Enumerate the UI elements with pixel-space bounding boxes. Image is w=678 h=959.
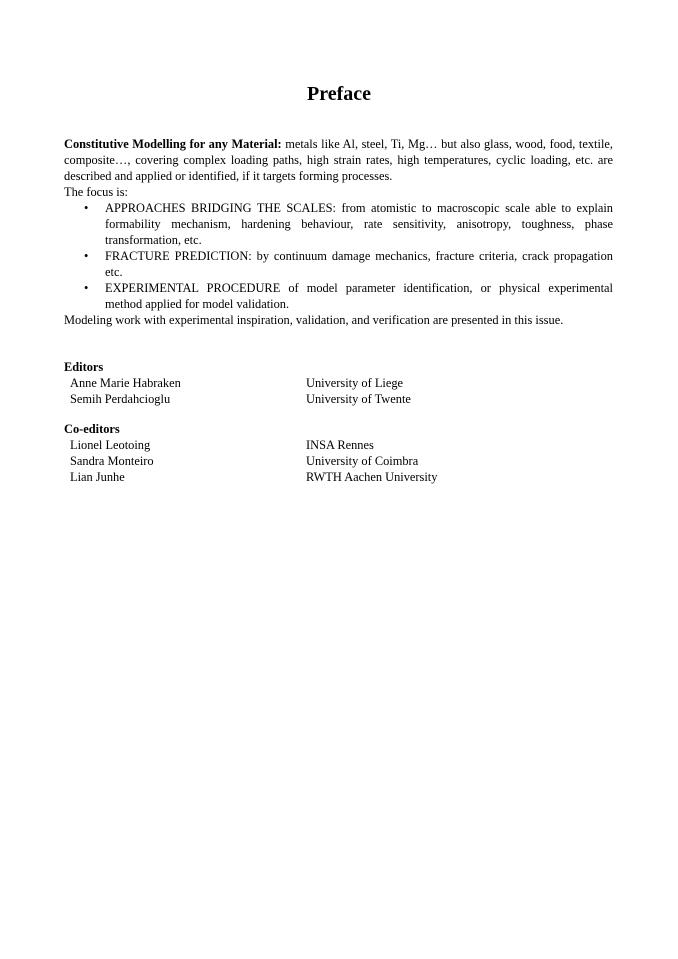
- list-item: [64, 248, 613, 280]
- coeditor-name: Sandra Monteiro: [70, 454, 154, 468]
- preface-body: [64, 136, 613, 328]
- list-item: [64, 280, 613, 312]
- coeditors-heading: Co-editors: [64, 422, 120, 436]
- editor-affiliation: University of Twente: [306, 392, 411, 406]
- coeditor-affiliation: INSA Rennes: [306, 438, 374, 452]
- coeditor-name: Lionel Leotoing: [70, 438, 151, 452]
- coeditors-section: [64, 421, 613, 485]
- editor-row: [64, 375, 613, 391]
- list-item-text: EXPERIMENTAL PROCEDURE of model parameter identification, or physical experimental method applied for model validation.: [105, 281, 613, 311]
- intro-paragraph: [64, 136, 613, 184]
- coeditor-affiliation: RWTH Aachen University: [306, 470, 438, 484]
- bullet-icon: •: [84, 201, 89, 215]
- coeditor-name: Lian Junhe: [70, 470, 125, 484]
- list-item-text: APPROACHES BRIDGING THE SCALES: from atomistic to macroscopic scale able to explain formability mechanism, hardening behaviour, rate sensitivity, anisotropy, toughness, phase transformation, etc.: [105, 201, 613, 247]
- editor-name: Semih Perdahcioglu: [70, 392, 171, 406]
- intro-text: metals like Al, steel, Ti, Mg… but also glass, wood, food, textile, composite…, covering complex loading paths, high strain rates, high temperatures, cyclic loading, etc. are described and applied or identified, if it targets forming processes.: [64, 137, 613, 183]
- coeditor-row: [64, 437, 613, 453]
- editor-row: [64, 391, 613, 407]
- editor-affiliation: University of Liege: [306, 376, 404, 390]
- focus-label: The focus is:: [64, 185, 129, 199]
- list-item: [64, 200, 613, 248]
- coeditor-row: [64, 453, 613, 469]
- editors-section: [64, 359, 613, 407]
- focus-list: [64, 200, 613, 312]
- bullet-icon: •: [84, 281, 89, 295]
- intro-bold-lead: Constitutive Modelling for any Material:: [64, 137, 282, 151]
- closing-paragraph: Modeling work with experimental inspiration, validation, and verification are presented in this issue.: [64, 313, 564, 327]
- page-title: Preface: [306, 83, 372, 105]
- bullet-icon: •: [84, 249, 89, 263]
- coeditor-row: [64, 469, 613, 485]
- editor-name: Anne Marie Habraken: [70, 376, 181, 390]
- editors-heading: Editors: [64, 360, 104, 374]
- coeditor-affiliation: University of Coimbra: [306, 454, 419, 468]
- list-item-text: FRACTURE PREDICTION: by continuum damage mechanics, fracture criteria, crack propagation etc.: [105, 249, 613, 279]
